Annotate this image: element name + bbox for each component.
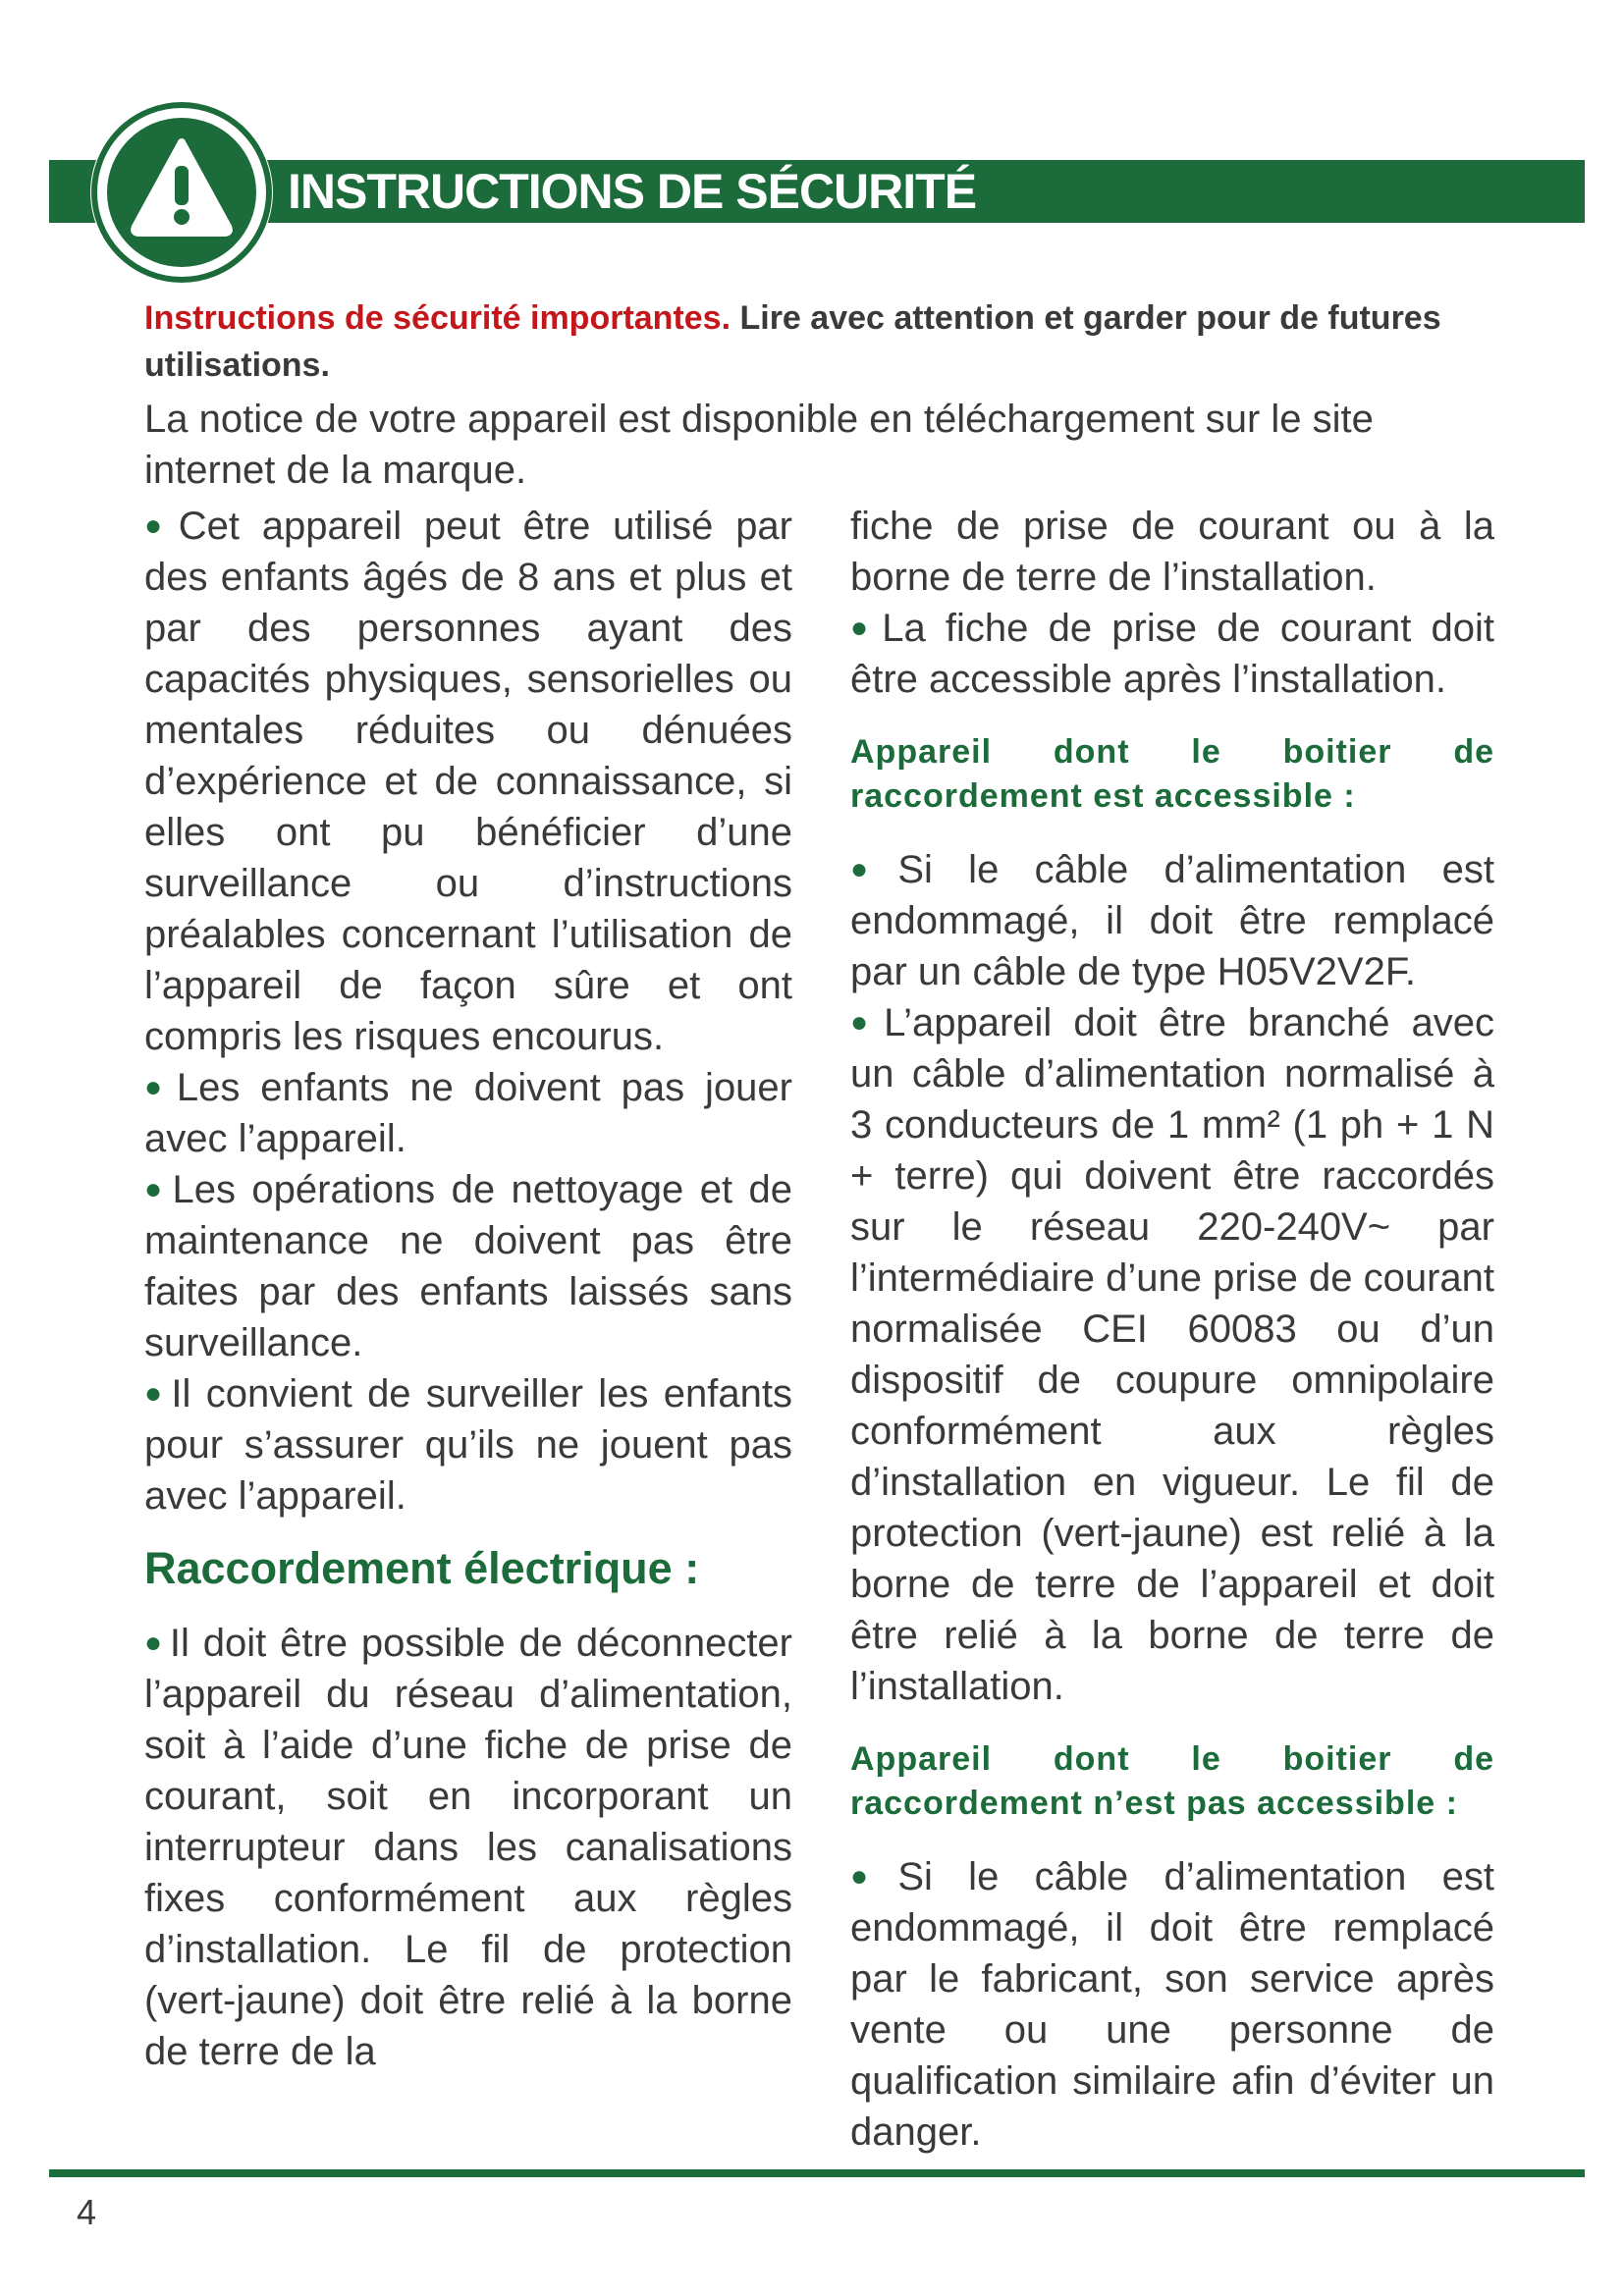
warning-badge [90, 101, 273, 284]
bullet-icon: ● [144, 509, 174, 542]
subtitle-accessible: Appareil dont le boitier de raccordement est accessible : [850, 733, 1494, 815]
list-item [144, 1062, 792, 1164]
bullet-icon: ● [850, 612, 878, 644]
list-item [144, 501, 792, 1062]
list-item [144, 1164, 792, 1368]
bullet-icon: ● [144, 1173, 168, 1205]
page-number: 4 [77, 2192, 97, 2232]
footer-divider [49, 2169, 1585, 2177]
bullet-icon: ● [850, 853, 893, 885]
intro-important [144, 294, 1499, 389]
page-title: INSTRUCTIONS DE SÉCURITÉ [288, 164, 977, 219]
intro [144, 294, 1499, 496]
left-column [144, 501, 792, 2077]
continuation-text: fiche de prise de courant ou à la borne de terre de l’installation. [850, 505, 1494, 599]
right-column [850, 501, 1494, 2158]
list-item-text: Si le câble d’alimentation est endommagé, il doit être remplacé par un câble de type H05V2V2F. [850, 848, 1495, 993]
list-item [144, 1368, 792, 1522]
list-item-text: Il convient de surveiller les enfants pour s’assurer qu’ils ne jouent pas avec l’appareil. [144, 1372, 792, 1518]
list-item [850, 844, 1494, 997]
list-item-text: Si le câble d’alimentation est endommagé, il doit être remplacé par le fabricant, son service après vente ou une personne de qualification similaire afin d’éviter un danger. [850, 1855, 1495, 2154]
list-item-text: Cet appareil peut être utilisé par des enfants âgés de 8 ans et plus et par des personnes ayant des capacités physiques, sensorielles ou mentales réduites ou dénuées d’expérience et de connaissance, si elles ont pu bénéficier d’une surveillance ou d’instructions préalables concernant l’utilisation de l’appareil de façon sûre et ont compris les risques encourus. [144, 505, 793, 1058]
warning-icon [90, 101, 273, 284]
list-item [144, 1618, 792, 2077]
list-item [850, 1851, 1494, 2158]
list-item [850, 603, 1494, 705]
intro-red-text: Instructions de sécurité importantes. [144, 299, 731, 337]
list-item-text: Les enfants ne doivent pas jouer avec l’appareil. [144, 1066, 792, 1160]
subtitle-not-accessible: Appareil dont le boitier de raccordement n’est pas accessible : [850, 1740, 1494, 1822]
section-title-raccordement: Raccordement électrique : [144, 1543, 700, 1593]
bullet-icon: ● [144, 1627, 165, 1659]
bullet-icon: ● [144, 1071, 172, 1103]
list-item-text: Il doit être possible de déconnecter l’appareil du réseau d’alimentation, soit à l’aide d’une fiche de prise de courant, soit en incorporant un interrupteur dans les canalisations fixes conformément aux règles d’installation. Le fil de protection (vert-jaune) doit être relié à la borne de terre de la [144, 1622, 793, 2073]
bullet-icon: ● [144, 1377, 167, 1410]
list-item-text: Les opérations de nettoyage et de maintenance ne doivent pas être faites par des enfants laissés sans surveillance. [144, 1168, 792, 1364]
bullet-icon: ● [850, 1006, 880, 1039]
list-item-text: L’appareil doit être branché avec un câble d’alimentation normalisé à 3 conducteurs de 1 mm² (1 ph + 1 N + terre) qui doivent être raccordés sur le réseau 220-240V~ par l’intermédiaire d’une prise de courant normalisée CEI 60083 ou d’un dispositif de coupure omnipolaire conformément aux règles d’installation en vigueur. Le fil de protection (vert-jaune) est relié à la borne de terre de l’appareil et doit être relié à la borne de terre de l’installation. [850, 1001, 1494, 1708]
list-item-text: La fiche de prise de courant doit être accessible après l’installation. [850, 607, 1494, 701]
bullet-icon: ● [850, 1860, 893, 1893]
list-item [850, 997, 1494, 1712]
intro-notice: La notice de votre appareil est disponible en téléchargement sur le site internet de la marque. [144, 398, 1374, 492]
intro-bold-text: Lire avec attention et garder pour de futures utilisations. [144, 299, 1441, 384]
